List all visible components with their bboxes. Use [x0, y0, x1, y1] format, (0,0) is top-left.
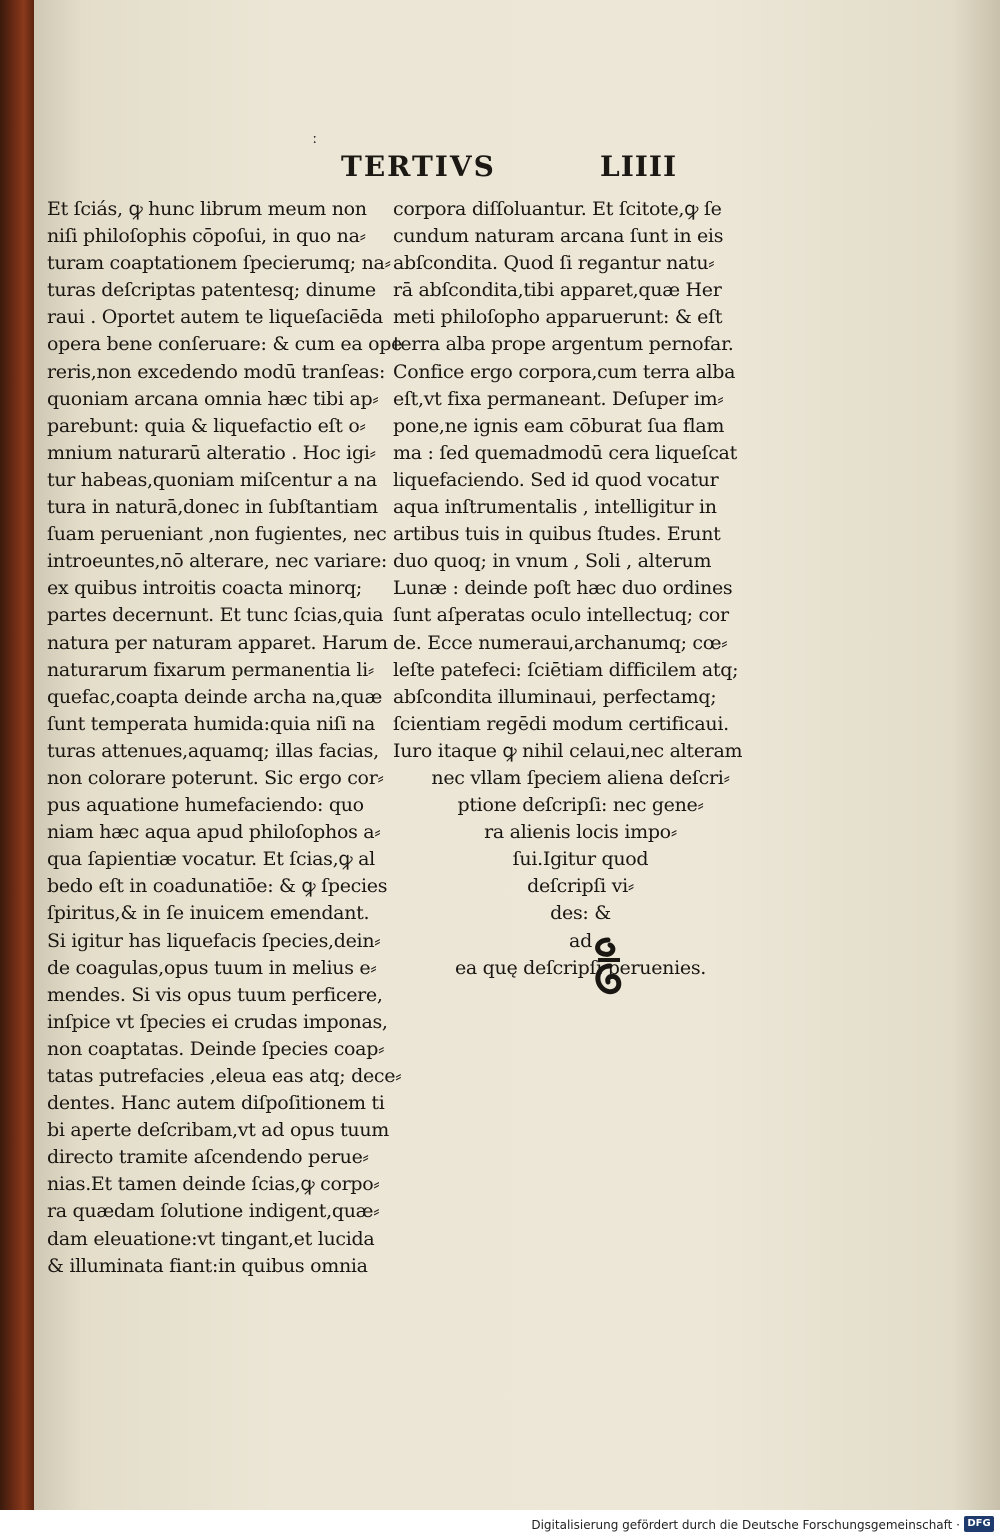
text-line: turam coaptationem ſpecierumq; na⸗ [47, 252, 391, 275]
text-line: ſui.Igitur quod [512, 848, 649, 871]
text-line: mendes. Si vis opus tuum perficere, [47, 983, 383, 1006]
text-line: des: & [550, 902, 611, 925]
text-line: aqua inſtrumentalis , intelligitur in [393, 496, 717, 519]
text-line: directo tramite aſcendendo perue⸗ [47, 1146, 369, 1169]
text-line: Iuro itaque ꝙ nihil celaui,nec alteram [393, 739, 743, 762]
text-line: dentes. Hanc autem diſpoſitionem ti [47, 1092, 385, 1115]
text-line: ma : ſed quemadmodū cera liqueſcat [393, 441, 737, 464]
text-line: tatas putrefacies ,eleua eas atq; dece⸗ [47, 1065, 402, 1087]
text-line: introeuntes,nō alterare, nec variare: [47, 550, 388, 573]
text-line: abſcondita. Quod ſi regantur natu⸗ [393, 252, 715, 275]
signature-mark: ː [312, 128, 318, 147]
text-line: nec vllam ſpeciem aliena deſcri⸗ [431, 766, 730, 789]
text-line: opera bene conſeruare: & cum ea ope [47, 333, 403, 356]
text-line: pus aquatione humefaciendo: quo [47, 794, 364, 817]
text-line: pone,ne ignis eam cōburat ſua flam [393, 414, 725, 437]
text-line: tura in naturā,donec in ſubſtantiam [47, 496, 378, 519]
text-line: cundum naturam arcana ſunt in eis [393, 225, 724, 248]
text-line: turas deſcriptas patentesq; dinume [47, 279, 376, 302]
text-line: ſunt temperata humida:quia niſi na [47, 712, 376, 735]
text-line: ea quę deſcripſi peruenies. [454, 956, 707, 979]
text-line: qua ſapientiæ vocatur. Et ſcias,ꝙ al [47, 848, 375, 871]
dfg-logo: DFG [964, 1516, 994, 1532]
text-line: eſt,vt fixa permaneant. Deſuper im⸗ [393, 387, 724, 410]
text-line: terra alba prope argentum pernofar. [393, 333, 734, 356]
running-head [305, 150, 690, 192]
text-line: Si igitur has liquefacis ſpecies,dein⸗ [47, 929, 381, 952]
text-line: rā abſcondita,tibi apparet,quæ Her [393, 279, 722, 302]
text-line: liquefaciendo. Sed id quod vocatur [393, 468, 719, 491]
text-line: ra quædam ſolutione indigent,quæ⸗ [47, 1200, 380, 1223]
text-line: tur habeas,quoniam miſcentur a na [47, 468, 377, 491]
text-line: quefac,coapta deinde archa na,quæ [47, 685, 383, 708]
text-line: ſcientiam regēdi modum certificaui. [393, 712, 729, 735]
text-line: ptione deſcripſi: nec gene⸗ [457, 794, 704, 817]
text-line: Et ſciás, ꝙ hunc librum meum non [47, 198, 367, 220]
folio-number: LIIII [600, 150, 678, 183]
text-line: duo quoq; in vnum , Soli , alterum [393, 550, 712, 573]
running-head-title: TERTIVS [341, 150, 496, 183]
text-line: ſunt aſperatas oculo intellectuq; cor [393, 604, 729, 627]
text-line: Lunæ : deinde poſt hæc duo ordines [393, 577, 733, 600]
text-line: partes decernunt. Et tunc ſcias,quia [47, 604, 384, 627]
text-line: inſpice vt ſpecies ei crudas imponas, [47, 1010, 388, 1033]
text-line: natura per naturam apparet. Harum [47, 631, 388, 654]
text-line: abſcondita illuminaui, perfectamq; [393, 685, 717, 708]
fleuron-ornament-icon [588, 936, 628, 998]
text-line: naturarum fixarum permanentia li⸗ [47, 658, 374, 681]
text-line: leſte patefeci: ſciētiam difficilem atq; [393, 658, 739, 681]
text-line: parebunt: quia & liquefactio eſt o⸗ [47, 414, 366, 437]
text-line: dam eleuatione:vt tingant,et lucida [47, 1227, 375, 1250]
left-text-column [47, 196, 419, 1280]
right-text-column [393, 196, 768, 982]
text-line: de coagulas,opus tuum in melius e⸗ [47, 956, 377, 979]
text-line: turas attenues,aquamq; illas facias, [47, 739, 379, 762]
text-line: bi aperte deſcribam,vt ad opus tuum [47, 1119, 389, 1142]
text-line: artibus tuis in quibus ſtudes. Erunt [393, 523, 721, 546]
text-line: mnium naturarū alteratio . Hoc igi⸗ [47, 441, 376, 464]
text-line: bedo eſt in coadunatiōe: & ꝙ ſpecies [47, 875, 388, 898]
text-line: non colorare poterunt. Sic ergo cor⸗ [47, 766, 384, 789]
text-line: raui . Oportet autem te liqueſaciēda [47, 306, 383, 329]
text-line: corpora diſſoluantur. Et ſcitote,ꝙ ſe [393, 198, 722, 220]
text-line: reris,non excedendo modū tranſeas: [47, 360, 386, 383]
text-line: & illuminata fiant:in quibus omnia [47, 1254, 368, 1277]
text-line: ex quibus introitis coacta minorq; [47, 577, 362, 600]
footer-bar [0, 1510, 1000, 1538]
text-line: meti philoſopho apparuerunt: & eſt [393, 306, 723, 329]
book-spine [0, 0, 34, 1510]
text-line: deſcripſi vi⸗ [527, 875, 634, 898]
text-line: de. Ecce numeraui,archanumq; cœ⸗ [393, 631, 728, 654]
text-line: niſi philoſophis cōpoſui, in quo na⸗ [47, 225, 366, 248]
text-line: nias.Et tamen deinde ſcias,ꝙ corpo⸗ [47, 1173, 380, 1196]
text-line: ſpiritus,& in ſe inuicem emendant. [47, 902, 370, 925]
text-line: Confice ergo corpora,cum terra alba [393, 360, 736, 383]
text-line: ra alienis locis impo⸗ [484, 821, 677, 844]
text-line: niam hæc aqua apud philoſophos a⸗ [47, 821, 381, 844]
text-line: ad [569, 929, 592, 952]
text-line: quoniam arcana omnia hæc tibi ap⸗ [47, 387, 379, 410]
text-line: non coaptatas. Deinde ſpecies coap⸗ [47, 1037, 385, 1060]
funding-credit: Digitalisierung gefördert durch die Deutsche Forschungsgemeinschaft · [531, 1518, 960, 1532]
text-line: ſuam perueniant ,non fugientes, nec [47, 523, 387, 546]
